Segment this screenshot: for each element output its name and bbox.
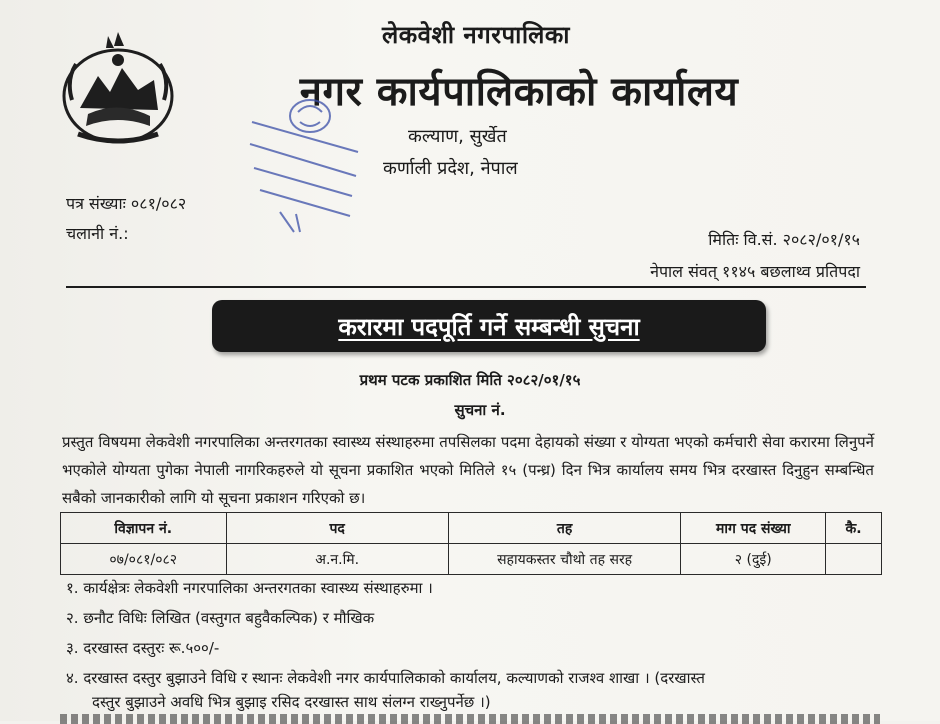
letter-number: पत्र संख्याः ०८१/०८२ <box>66 194 187 213</box>
term-item-4-line-1: ४. दरखास्त दस्तुर बुझाउने विधि र स्थानः लेकवेशी नगर कार्यपालिकाको कार्यालय, कल्याणको राजश्व शाखा । (दरखास्त <box>66 669 705 687</box>
issue-date: मितिः वि.सं. २०८२/०१/१५ <box>708 230 860 249</box>
vacancy-table <box>60 512 882 575</box>
nepal-emblem-icon <box>58 30 178 148</box>
table-cell: अ.न.मि. <box>226 544 448 575</box>
term-item-2: २. छनौट विधिः लिखित (वस्तुगत बहुवैकल्पिक) र मौखिक <box>66 609 375 627</box>
notice-title: करारमा पदपूर्ति गर्ने सम्बन्धी सुचना <box>338 312 640 341</box>
table-cell: ०७/०८१/०८२ <box>61 544 227 575</box>
term-item-3: ३. दरखास्त दस्तुरः रू.५००/- <box>66 639 220 657</box>
notice-number: सुचना नं. <box>454 401 506 419</box>
notice-body: प्रस्तुत विषयमा लेकवेशी नगरपालिका अन्तरगतका स्वास्थ्य संस्थाहरुमा तपसिलका पदमा देहायको संख्या र योग्यता भएको कर्मचारी सेवा करारमा लिनुपर्ने भएकोले योग्यता पुगेका नेपाली नागरिकहरुले यो सूचना प्रकाशित भएको मितिले १५ (पन्ध्र) दिन भित्र कार्यालय समय भित्र दरखास्त दिनुहुन सम्बन्धित सबैको जानकारीको लागि यो सूचना प्रकाशन गरिएको छ। <box>62 433 874 507</box>
term-item-4-line-2: दस्तुर बुझाउने अवधि भित्र बुझाइ रसिद दरखास्त साथ संलग्न राख्नुपर्नेछ ।) <box>92 693 491 711</box>
column-header: विज्ञापन नं. <box>61 513 227 544</box>
notice-title-banner <box>212 300 766 352</box>
column-header: पद <box>226 513 448 544</box>
address-line-1: कल्याण, सुर्खेत <box>408 126 507 147</box>
office-title: नगर कार्यपालिकाको कार्यालय <box>299 69 739 115</box>
term-item-4 <box>66 666 886 714</box>
term-item-1: १. कार्यक्षेत्रः लेकवेशी नगरपालिका अन्तरगतका स्वास्थ्य संस्थाहरुमा । <box>66 579 433 597</box>
dispatch-number: चलानी नं.: <box>66 224 129 243</box>
table-cell <box>826 544 882 575</box>
municipality-name: लेकवेशी नगरपालिका <box>381 21 571 49</box>
table-cell: सहायकस्तर चौथो तह सरह <box>448 544 681 575</box>
first-published-date: प्रथम पटक प्रकाशित मिति २०८२/०१/१५ <box>359 371 581 389</box>
table-cell: २ (दुई) <box>681 544 826 575</box>
column-header: तह <box>448 513 681 544</box>
address-line-2: कर्णाली प्रदेश, नेपाल <box>383 158 518 179</box>
office-stamp-icon <box>240 92 370 242</box>
header-divider <box>66 286 866 288</box>
column-header: कै. <box>826 513 882 544</box>
table-header-row <box>61 513 882 544</box>
nepal-sambat-date: नेपाल संवत् ११४५ बछलाथ्व प्रतिपदा <box>650 262 860 281</box>
column-header: माग पद संख्या <box>681 513 826 544</box>
table-row <box>61 544 882 575</box>
cut-off-text-line <box>60 714 880 724</box>
